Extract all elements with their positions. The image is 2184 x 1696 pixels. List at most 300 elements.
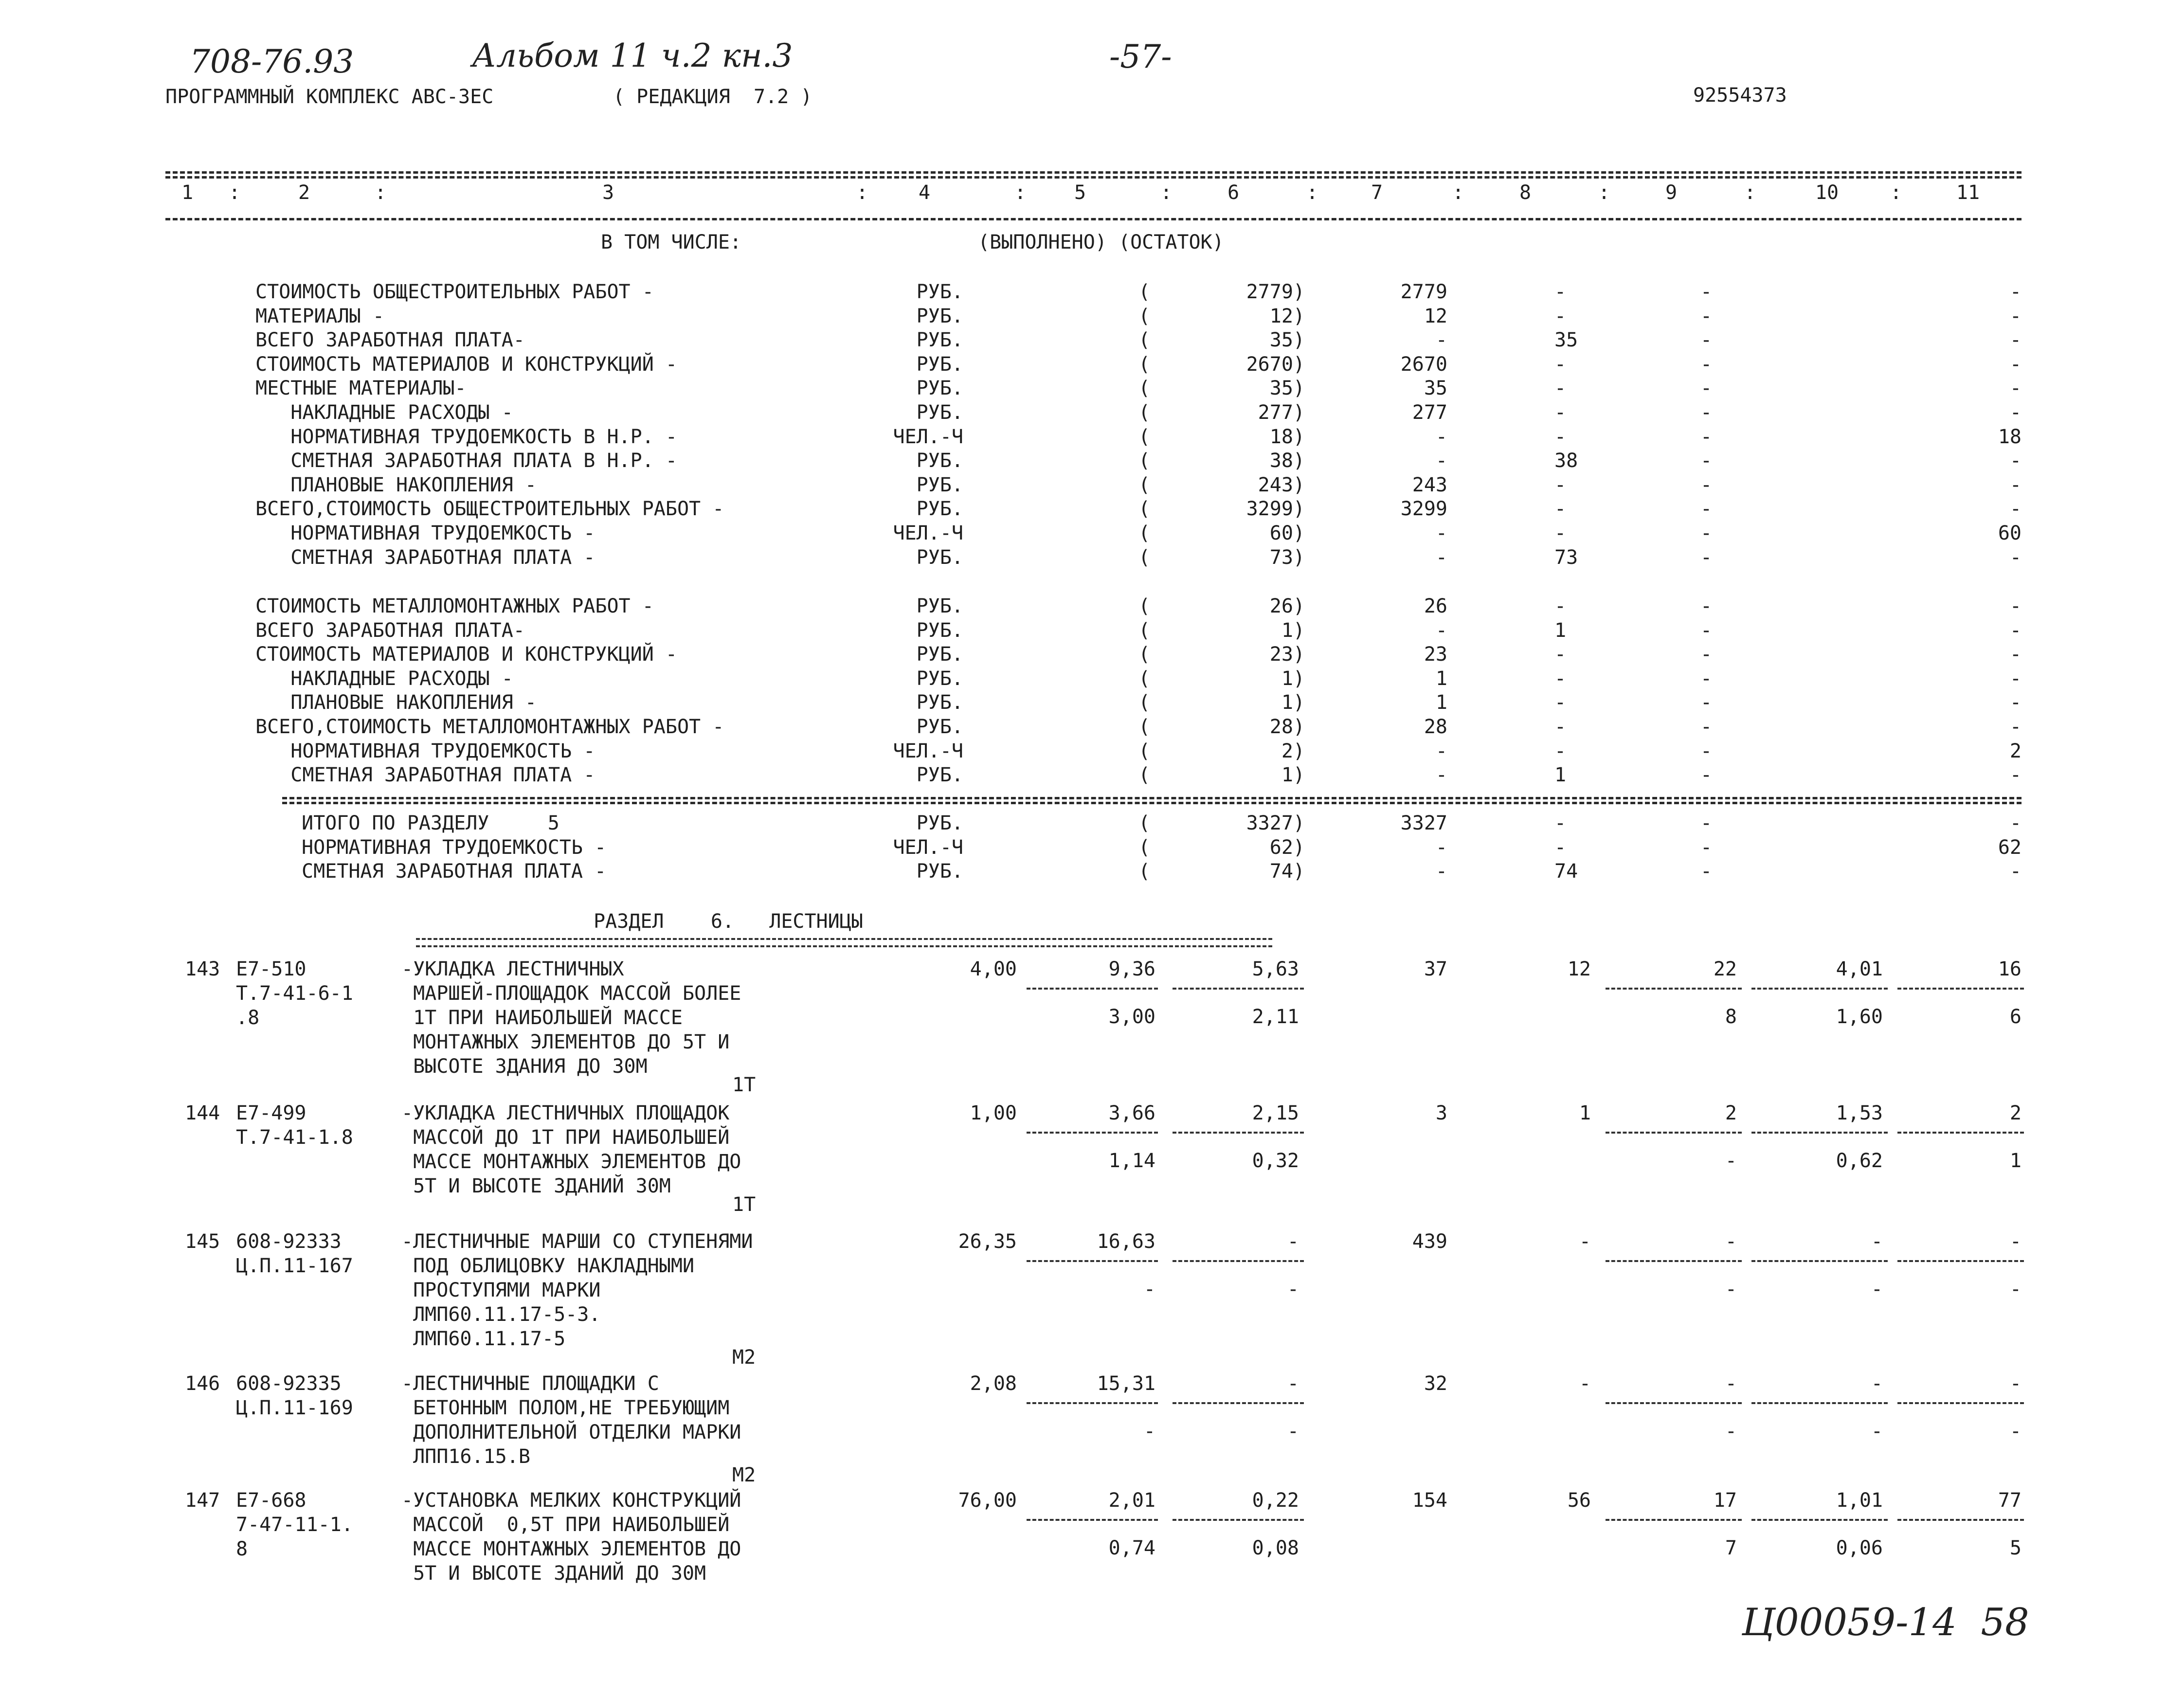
row-unit: РУБ. — [916, 643, 963, 666]
col11-value: 18 — [1998, 425, 2022, 448]
col9-value: - — [1700, 377, 1713, 400]
summary-row — [0, 280, 2184, 305]
done-value: 243) — [1258, 473, 1305, 496]
col7-value: 439 — [1412, 1230, 1447, 1253]
col7-value: - — [1435, 740, 1447, 762]
open-paren: ( — [1138, 643, 1151, 666]
col8-value: 12 — [1567, 958, 1591, 980]
col8-value: 1 — [1579, 1102, 1591, 1124]
col8-value: - — [1554, 643, 1567, 666]
col7-value: 277 — [1412, 401, 1447, 424]
col9-value: - — [1700, 667, 1713, 690]
row-label: СТОИМОСТЬ МЕТАЛЛОМОНТАЖНЫХ РАБОТ - — [255, 595, 654, 617]
value-separator — [1897, 1519, 2024, 1521]
item-code: Е7-668 — [236, 1489, 307, 1512]
col8-value: 1 — [1554, 619, 1567, 642]
col11-value: - — [2009, 329, 2022, 352]
summary-row — [0, 740, 2184, 764]
col8-value: 38 — [1554, 450, 1578, 472]
row-unit: РУБ. — [916, 764, 963, 787]
col7-value: 26 — [1424, 595, 1447, 617]
col9-value: 2 — [1725, 1102, 1737, 1124]
col6-sub-value: 0,08 — [1252, 1537, 1299, 1559]
col8-value: - — [1579, 1230, 1591, 1253]
open-paren: ( — [1138, 667, 1151, 690]
column-separator: : — [856, 181, 868, 204]
col9-value: - — [1700, 305, 1713, 327]
value-separator — [1751, 1132, 1888, 1134]
col11-value: 60 — [1998, 522, 2022, 544]
col11-value: - — [2009, 473, 2022, 496]
col6-sub-value: - — [1287, 1420, 1299, 1443]
col10-sub-value: 0,06 — [1836, 1537, 1883, 1559]
item-number: 147 — [185, 1489, 220, 1512]
column-number: 9 — [1665, 181, 1678, 204]
open-paren: ( — [1138, 329, 1151, 352]
col8-value: - — [1579, 1372, 1591, 1395]
col7-value: - — [1435, 546, 1447, 569]
done-value: 1) — [1281, 667, 1305, 690]
done-value: 2670) — [1246, 353, 1305, 376]
col7-value: - — [1435, 764, 1447, 787]
done-value: 38) — [1269, 450, 1305, 472]
open-paren: ( — [1138, 450, 1151, 472]
value-separator — [1897, 1402, 2024, 1404]
open-paren: ( — [1138, 377, 1151, 400]
col6-sub-value: 0,32 — [1252, 1150, 1299, 1172]
row-label: ВСЕГО,СТОИМОСТЬ ОБЩЕСТРОИТЕЛЬНЫХ РАБОТ - — [255, 498, 724, 521]
col11-value: - — [2009, 450, 2022, 472]
col6-value: - — [1287, 1230, 1299, 1253]
column-number: 8 — [1519, 181, 1532, 204]
value-separator — [1897, 988, 2024, 990]
totals-rule-2 — [282, 802, 2022, 804]
col11-sub-value: - — [2009, 1420, 2022, 1443]
col11-value: 62 — [1998, 836, 2022, 859]
row-unit: ЧЕЛ.-Ч — [893, 836, 963, 859]
row-label: МЕСТНЫЕ МАТЕРИАЛЫ- — [255, 377, 467, 400]
open-paren: ( — [1138, 281, 1151, 303]
done-value: 35) — [1269, 329, 1305, 352]
col6-value: - — [1287, 1372, 1299, 1395]
done-value: 18) — [1269, 425, 1305, 448]
col7-value: - — [1435, 836, 1447, 859]
col11-sub-value: - — [2009, 1278, 2022, 1300]
col8-value: - — [1554, 522, 1567, 544]
col9-sub-value: - — [1725, 1150, 1737, 1172]
col11-value: - — [2009, 860, 2022, 883]
column-number: 7 — [1371, 181, 1383, 204]
column-number: 10 — [1815, 181, 1839, 204]
col11-sub-value: 5 — [2009, 1537, 2022, 1559]
item-code: 608-92333 — [236, 1230, 342, 1253]
value-separator — [1751, 1402, 1888, 1404]
item-description: -УСТАНОВКА МЕЛКИХ КОНСТРУКЦИЙ — [401, 1489, 741, 1512]
item-description: 5Т И ВЫСОТЕ ЗДАНИЙ ДО 30М — [401, 1562, 706, 1585]
row-label: ВСЕГО ЗАРАБОТНАЯ ПЛАТА- — [255, 619, 525, 642]
col8-value: - — [1554, 281, 1567, 303]
col8-value: - — [1554, 305, 1567, 327]
value-separator — [1027, 1519, 1158, 1521]
open-paren: ( — [1138, 619, 1151, 642]
col9-value: - — [1700, 546, 1713, 569]
col9-value: - — [1700, 836, 1713, 859]
open-paren: ( — [1138, 716, 1151, 738]
done-value: 277) — [1258, 401, 1305, 424]
col9-value: - — [1700, 473, 1713, 496]
col11-value: - — [2009, 498, 2022, 521]
open-paren: ( — [1138, 522, 1151, 544]
summary-row — [0, 377, 2184, 401]
col5-sub-value: - — [1143, 1420, 1155, 1443]
col7-value: 35 — [1424, 377, 1447, 400]
col6-sub-value: 2,11 — [1252, 1006, 1299, 1028]
col9-value: - — [1700, 691, 1713, 714]
col9-value: - — [1700, 401, 1713, 424]
row-unit: РУБ. — [916, 812, 963, 834]
col9-sub-value: 8 — [1725, 1006, 1737, 1028]
col9-value: - — [1700, 764, 1713, 787]
item-code: 608-92335 — [236, 1372, 342, 1395]
section-title-underline — [416, 938, 1272, 947]
item-code: Т.7-41-6-1 — [236, 982, 353, 1005]
col10-sub-value: 1,60 — [1836, 1006, 1883, 1028]
item-code: Е7-510 — [236, 958, 307, 980]
row-label: СМЕТНАЯ ЗАРАБОТНАЯ ПЛАТА - — [302, 860, 607, 883]
row-unit: РУБ. — [916, 377, 963, 400]
col5-value: 15,31 — [1097, 1372, 1155, 1395]
open-paren: ( — [1138, 305, 1151, 327]
col7-value: 3327 — [1400, 812, 1447, 834]
row-label: СТОИМОСТЬ МАТЕРИАЛОВ И КОНСТРУКЦИЙ - — [255, 353, 677, 376]
col4-value: 76,00 — [958, 1489, 1017, 1512]
item-unit: М2 — [732, 1464, 756, 1486]
section-title: РАЗДЕЛ 6. ЛЕСТНИЦЫ — [594, 910, 863, 933]
totals-rule — [282, 797, 2022, 799]
column-separator: : — [1598, 181, 1610, 204]
summary-row — [0, 546, 2184, 570]
col5-value: 9,36 — [1108, 958, 1155, 980]
col9-value: - — [1725, 1372, 1737, 1395]
col11-value: 16 — [1998, 958, 2022, 980]
column-number: 4 — [918, 181, 931, 204]
done-value: 35) — [1269, 377, 1305, 400]
col8-value: - — [1554, 425, 1567, 448]
item-description: ДОПОЛНИТЕЛЬНОЙ ОТДЕЛКИ МАРКИ — [401, 1421, 741, 1443]
row-label: СТОИМОСТЬ МАТЕРИАЛОВ И КОНСТРУКЦИЙ - — [255, 643, 677, 666]
summary-row — [0, 449, 2184, 473]
done-value: 28) — [1269, 716, 1305, 738]
row-unit: РУБ. — [916, 619, 963, 642]
col7-value: 12 — [1424, 305, 1447, 327]
col11-value: - — [2009, 643, 2022, 666]
col8-value: - — [1554, 353, 1567, 376]
col5-value: 2,01 — [1108, 1489, 1155, 1512]
item-description: МАССЕ МОНТАЖНЫХ ЭЛЕМЕНТОВ ДО — [401, 1538, 741, 1560]
item-description: ПРОСТУПЯМИ МАРКИ — [401, 1279, 601, 1301]
summary-row — [0, 497, 2184, 522]
col11-value: - — [2009, 716, 2022, 738]
program-edition: ( РЕДАКЦИЯ 7.2 ) — [613, 86, 812, 108]
open-paren: ( — [1138, 546, 1151, 569]
column-number: 6 — [1227, 181, 1240, 204]
row-unit: РУБ. — [916, 305, 963, 327]
col8-value: - — [1554, 667, 1567, 690]
item-unit: М2 — [732, 1346, 756, 1369]
value-separator — [1173, 988, 1304, 990]
item-description: МОНТАЖНЫХ ЭЛЕМЕНТОВ ДО 5Т И — [401, 1031, 730, 1053]
item-number: 143 — [185, 958, 220, 980]
value-separator — [1606, 1132, 1742, 1134]
col7-value: 243 — [1412, 473, 1447, 496]
col9-value: - — [1700, 595, 1713, 617]
column-separator: : — [1890, 181, 1902, 204]
col5-sub-value: 0,74 — [1108, 1537, 1155, 1559]
col9-value: - — [1700, 450, 1713, 472]
header-rule-top — [165, 171, 2022, 174]
value-separator — [1606, 1402, 1742, 1404]
col9-sub-value: - — [1725, 1420, 1737, 1443]
value-separator — [1173, 1132, 1304, 1134]
col6-sub-value: - — [1287, 1278, 1299, 1300]
col8-value: - — [1554, 812, 1567, 834]
value-separator — [1751, 988, 1888, 990]
col8-value: 35 — [1554, 329, 1578, 352]
item-description: МАССЕ МОНТАЖНЫХ ЭЛЕМЕНТОВ ДО — [401, 1151, 741, 1173]
row-label: НАКЛАДНЫЕ РАСХОДЫ - — [255, 667, 513, 690]
item-code: 8 — [236, 1538, 248, 1560]
col5-sub-value: 1,14 — [1108, 1150, 1155, 1172]
col11-value: - — [2009, 619, 2022, 642]
row-unit: РУБ. — [916, 691, 963, 714]
col10-value: - — [1871, 1372, 1883, 1395]
column-separator: : — [1014, 181, 1027, 204]
value-separator — [1897, 1260, 2024, 1262]
item-description: ЛМП60.11.17-5-3. — [401, 1303, 601, 1326]
col11-sub-value: 1 — [2009, 1150, 2022, 1172]
page-number: -57- — [1109, 38, 1172, 75]
row-label: ВСЕГО ЗАРАБОТНАЯ ПЛАТА- — [255, 329, 525, 352]
value-separator — [1173, 1402, 1304, 1404]
row-label: НОРМАТИВНАЯ ТРУДОЕМКОСТЬ - — [302, 836, 607, 859]
col8-value: 74 — [1554, 860, 1578, 883]
summary-row — [0, 595, 2184, 619]
column-number: 11 — [1956, 181, 1980, 204]
item-description: -УКЛАДКА ЛЕСТНИЧНЫХ — [401, 958, 624, 980]
col4-value: 1,00 — [970, 1102, 1017, 1124]
col7-value: - — [1435, 860, 1447, 883]
row-unit: ЧЕЛ.-Ч — [893, 740, 963, 762]
row-unit: РУБ. — [916, 595, 963, 617]
row-unit: РУБ. — [916, 329, 963, 352]
row-unit: РУБ. — [916, 860, 963, 883]
col11-value: - — [2009, 667, 2022, 690]
column-separator: : — [1306, 181, 1318, 204]
col9-value: - — [1700, 353, 1713, 376]
done-value: 1) — [1281, 764, 1305, 787]
col11-value: - — [2009, 1372, 2022, 1395]
col9-value: - — [1700, 522, 1713, 544]
done-value: 23) — [1269, 643, 1305, 666]
header-rule-bottom — [165, 218, 2022, 220]
item-description: -ЛЕСТНИЧНЫЕ МАРШИ СО СТУПЕНЯМИ — [401, 1230, 753, 1253]
in-total-label: В ТОМ ЧИСЛЕ: — [601, 231, 741, 253]
col9-value: - — [1700, 643, 1713, 666]
value-separator — [1173, 1519, 1304, 1521]
open-paren: ( — [1138, 353, 1151, 376]
row-label: СМЕТНАЯ ЗАРАБОТНАЯ ПЛАТА - — [255, 546, 596, 569]
col10-sub-value: - — [1871, 1278, 1883, 1300]
col11-value: - — [2009, 401, 2022, 424]
col6-value: 0,22 — [1252, 1489, 1299, 1512]
done-value: 2) — [1281, 740, 1305, 762]
summary-row — [0, 812, 2184, 836]
row-label: ИТОГО ПО РАЗДЕЛУ 5 — [302, 812, 560, 834]
summary-row — [0, 619, 2184, 643]
col11-value: - — [2009, 764, 2022, 787]
col9-value: - — [1700, 860, 1713, 883]
row-label: НОРМАТИВНАЯ ТРУДОЕМКОСТЬ - — [255, 522, 596, 544]
item-code: Ц.П.11-167 — [236, 1255, 353, 1277]
col7-value: - — [1435, 450, 1447, 472]
summary-row — [0, 836, 2184, 860]
col6-value: 5,63 — [1252, 958, 1299, 980]
value-separator — [1027, 1402, 1158, 1404]
col10-value: - — [1871, 1230, 1883, 1253]
open-paren: ( — [1138, 812, 1151, 834]
doc-code: 708-76.93 — [190, 43, 354, 80]
col11-value: - — [2009, 812, 2022, 834]
col9-value: 17 — [1713, 1489, 1737, 1512]
col4-value: 26,35 — [958, 1230, 1017, 1253]
column-separator: : — [1160, 181, 1173, 204]
summary-row — [0, 691, 2184, 715]
col7-value: 37 — [1424, 958, 1447, 980]
item-description: БЕТОННЫМ ПОЛОМ,НЕ ТРЕБУЮЩИМ — [401, 1397, 730, 1419]
done-value: 3327) — [1246, 812, 1305, 834]
open-paren: ( — [1138, 595, 1151, 617]
open-paren: ( — [1138, 764, 1151, 787]
col4-value: 2,08 — [970, 1372, 1017, 1395]
summary-row — [0, 715, 2184, 740]
row-unit: РУБ. — [916, 546, 963, 569]
item-code: .8 — [236, 1007, 260, 1029]
done-value: 62) — [1269, 836, 1305, 859]
column-number: 1 — [181, 181, 194, 204]
row-label: ПЛАНОВЫЕ НАКОПЛЕНИЯ - — [255, 473, 537, 496]
value-separator — [1173, 1260, 1304, 1262]
open-paren: ( — [1138, 425, 1151, 448]
col8-value: 73 — [1554, 546, 1578, 569]
col9-value: - — [1700, 281, 1713, 303]
col9-value: - — [1700, 716, 1713, 738]
col9-value: - — [1700, 812, 1713, 834]
col10-value: 4,01 — [1836, 958, 1883, 980]
item-code: Т.7-41-1.8 — [236, 1126, 353, 1149]
row-unit: РУБ. — [916, 281, 963, 303]
col4-value: 4,00 — [970, 958, 1017, 980]
done-value: 73) — [1269, 546, 1305, 569]
col8-value: - — [1554, 473, 1567, 496]
value-separator — [1897, 1132, 2024, 1134]
summary-row — [0, 328, 2184, 353]
summary-row — [0, 305, 2184, 329]
row-unit: РУБ. — [916, 498, 963, 521]
col7-value: - — [1435, 619, 1447, 642]
value-separator — [1606, 988, 1742, 990]
col8-value: - — [1554, 716, 1567, 738]
row-label: НАКЛАДНЫЕ РАСХОДЫ - — [255, 401, 513, 424]
col11-value: 2 — [2009, 1102, 2022, 1124]
summary-row — [0, 860, 2184, 884]
col7-value: 1 — [1435, 691, 1447, 714]
item-code: Ц.П.11-169 — [236, 1397, 353, 1419]
col7-value: 28 — [1424, 716, 1447, 738]
open-paren: ( — [1138, 836, 1151, 859]
done-rest-label: (ВЫПОЛНЕНО) (ОСТАТОК) — [978, 231, 1224, 253]
col7-value: - — [1435, 329, 1447, 352]
summary-row — [0, 522, 2184, 546]
value-separator — [1751, 1260, 1888, 1262]
value-separator — [1027, 1260, 1158, 1262]
col9-value: - — [1700, 425, 1713, 448]
item-unit: 1Т — [732, 1193, 756, 1216]
col8-value: - — [1554, 836, 1567, 859]
summary-row — [0, 643, 2184, 667]
column-separator: : — [1452, 181, 1464, 204]
row-label: ПЛАНОВЫЕ НАКОПЛЕНИЯ - — [255, 691, 537, 714]
col7-value: 32 — [1424, 1372, 1447, 1395]
open-paren: ( — [1138, 401, 1151, 424]
value-separator — [1751, 1519, 1888, 1521]
col11-value: 77 — [1998, 1489, 2022, 1512]
done-value: 60) — [1269, 522, 1305, 544]
col5-sub-value: - — [1143, 1278, 1155, 1300]
open-paren: ( — [1138, 473, 1151, 496]
summary-row — [0, 425, 2184, 450]
col11-value: - — [2009, 595, 2022, 617]
summary-row — [0, 763, 2184, 788]
col11-value: - — [2009, 353, 2022, 376]
row-label: СМЕТНАЯ ЗАРАБОТНАЯ ПЛАТА - — [255, 764, 596, 787]
done-value: 1) — [1281, 691, 1305, 714]
item-number: 146 — [185, 1372, 220, 1395]
item-description: ЛПП16.15.В — [401, 1445, 530, 1468]
item-description: -УКЛАДКА ЛЕСТНИЧНЫХ ПЛОЩАДОК — [401, 1102, 730, 1124]
value-separator — [1027, 988, 1158, 990]
column-separator: : — [375, 181, 387, 204]
item-description: ЛМП60.11.17-5 — [401, 1328, 566, 1350]
col6-value: 2,15 — [1252, 1102, 1299, 1124]
col11-value: 2 — [2009, 740, 2022, 762]
column-separator: : — [229, 181, 241, 204]
item-description: 5Т И ВЫСОТЕ ЗДАНИЙ 30М — [401, 1175, 671, 1197]
column-number: 2 — [298, 181, 310, 204]
col8-value: 56 — [1567, 1489, 1591, 1512]
col11-value: - — [2009, 377, 2022, 400]
item-description: -ЛЕСТНИЧНЫЕ ПЛОЩАДКИ С — [401, 1372, 659, 1395]
row-label: СМЕТНАЯ ЗАРАБОТНАЯ ПЛАТА В Н.Р. - — [255, 450, 677, 472]
summary-row — [0, 473, 2184, 498]
col11-value: - — [2009, 546, 2022, 569]
item-description: 1Т ПРИ НАИБОЛЬШЕЙ МАССЕ — [401, 1007, 683, 1029]
col10-sub-value: - — [1871, 1420, 1883, 1443]
col7-value: 23 — [1424, 643, 1447, 666]
col11-value: - — [2009, 305, 2022, 327]
col7-value: 3299 — [1400, 498, 1447, 521]
open-paren: ( — [1138, 740, 1151, 762]
column-number: 3 — [602, 181, 614, 204]
